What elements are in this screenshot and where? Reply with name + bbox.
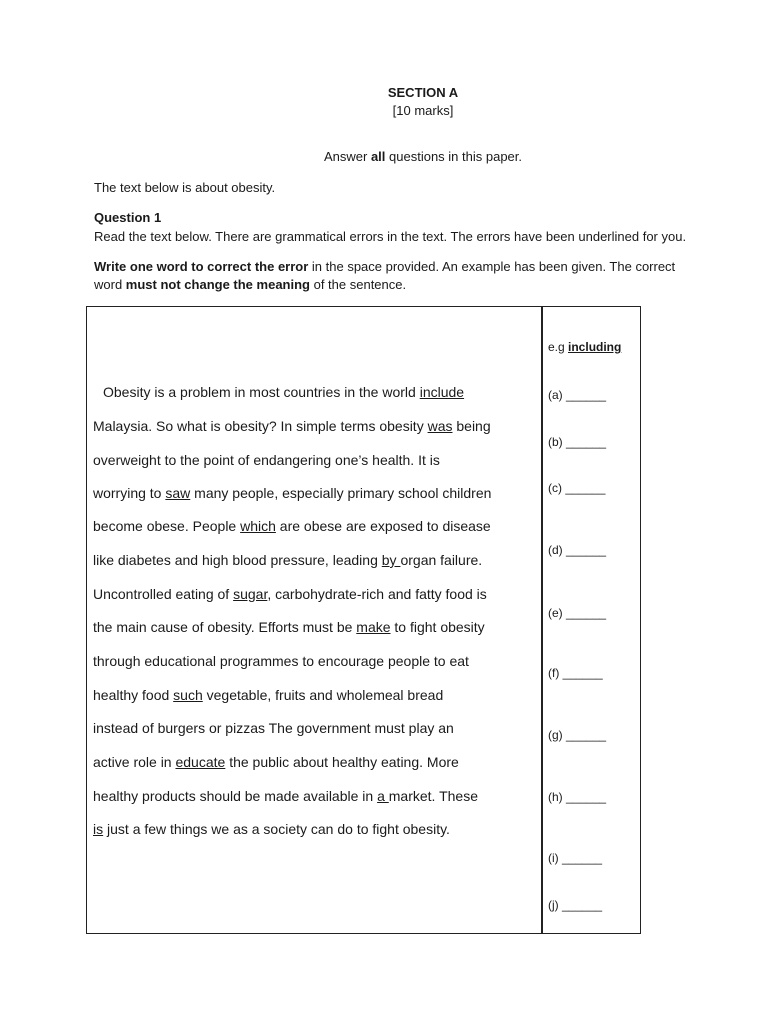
- error-word: such: [173, 687, 203, 703]
- error-word: which: [240, 518, 276, 534]
- error-word: is: [93, 821, 104, 837]
- topic-line: The text below is about obesity.: [94, 180, 276, 195]
- example-word: including: [568, 340, 622, 354]
- passage-line: [93, 452, 440, 468]
- section-title: SECTION A: [387, 85, 459, 100]
- instruction: [0, 149, 768, 164]
- passage-text-after: just a few things we as a society can do to fight obesity.: [103, 821, 450, 837]
- instruction-rest: in the space provided. An example has been given. The correct: [308, 259, 676, 274]
- passage-text-after: , carbohydrate-rich and fatty food is: [267, 586, 487, 602]
- error-word: include: [419, 384, 465, 400]
- answer-blank: (a) ______: [548, 388, 607, 402]
- passage-text: worrying to: [93, 485, 166, 501]
- passage-text-after: are obese are exposed to disease: [275, 518, 491, 534]
- passage-text: the main cause of obesity. Efforts must be: [93, 619, 357, 635]
- passage-text: through educational programmes to encourage people to eat: [93, 653, 469, 669]
- instruction-emphasis: all: [370, 149, 386, 164]
- passage-text: become obese. People: [93, 518, 241, 534]
- passage-line: [93, 485, 491, 501]
- passage-text-after: organ failure.: [400, 552, 483, 568]
- question-instruction-2: [94, 259, 675, 274]
- passage-line: [93, 619, 485, 635]
- passage-text: Uncontrolled eating of: [93, 586, 234, 602]
- passage-text-after: market. These: [388, 788, 478, 804]
- instruction-text: Answer: [323, 149, 371, 164]
- error-word: saw: [165, 485, 191, 501]
- answer-blank: (e) ______: [548, 606, 607, 620]
- passage-text: active role in: [93, 754, 176, 770]
- table-column-divider: [541, 306, 543, 934]
- error-word: make: [356, 619, 391, 635]
- question-title: Question 1: [94, 210, 162, 225]
- passage-text: instead of burgers or pizzas The government must play an: [93, 720, 454, 736]
- example-answer: [548, 340, 621, 354]
- answer-blank: (d) ______: [548, 543, 607, 557]
- passage-line: [93, 821, 450, 837]
- passage-line: [93, 552, 482, 568]
- answer-blank: (g) ______: [548, 728, 607, 742]
- error-word: sugar: [233, 586, 268, 602]
- passage-line: [93, 518, 491, 534]
- passage-line: [93, 653, 469, 669]
- error-word: educate: [175, 754, 226, 770]
- passage-line: [93, 720, 454, 736]
- passage-text: healthy food: [93, 687, 174, 703]
- question-instruction-3: [94, 277, 406, 292]
- answer-blank: (i) ______: [548, 851, 603, 865]
- answer-blank: (f) ______: [548, 666, 603, 680]
- passage-text-after: vegetable, fruits and wholemeal bread: [202, 687, 444, 703]
- passage-text: Obesity is a problem in most countries in the world: [103, 384, 420, 400]
- passage-line: [93, 687, 443, 703]
- answer-blank: (j) ______: [548, 898, 603, 912]
- instruction-bold-2: must not change the meaning: [125, 277, 310, 292]
- passage-text-after: the public about healthy eating. More: [225, 754, 459, 770]
- section-marks: [10 marks]: [392, 103, 454, 118]
- answer-blank: (h) ______: [548, 790, 607, 804]
- example-label: e.g: [548, 340, 569, 354]
- passage-line: [93, 754, 459, 770]
- error-word: was: [427, 418, 453, 434]
- answer-blank: (c) ______: [548, 481, 606, 495]
- passage-text-after: being: [452, 418, 491, 434]
- error-word: a: [377, 788, 389, 804]
- error-word: by: [381, 552, 401, 568]
- passage-text: like diabetes and high blood pressure, leading: [93, 552, 382, 568]
- passage-line: [103, 384, 464, 400]
- passage-line: [93, 788, 478, 804]
- passage-text: overweight to the point of endangering one’s health. It is: [93, 452, 440, 468]
- instruction-post: of the sentence.: [309, 277, 407, 292]
- instruction-pre: word: [94, 277, 126, 292]
- passage-line: [93, 418, 491, 434]
- question-instruction-1: Read the text below. There are grammatical errors in the text. The errors have been underlined for you.: [94, 229, 687, 244]
- passage-text: Malaysia. So what is obesity? In simple terms obesity: [93, 418, 428, 434]
- answer-blank: (b) ______: [548, 435, 607, 449]
- passage-line: [93, 586, 487, 602]
- instruction-text-end: questions in this paper.: [385, 149, 523, 164]
- passage-text-after: to fight obesity: [390, 619, 485, 635]
- instruction-bold: Write one word to correct the error: [94, 259, 309, 274]
- passage-text-after: many people, especially primary school children: [190, 485, 492, 501]
- passage-text: healthy products should be made available in: [93, 788, 378, 804]
